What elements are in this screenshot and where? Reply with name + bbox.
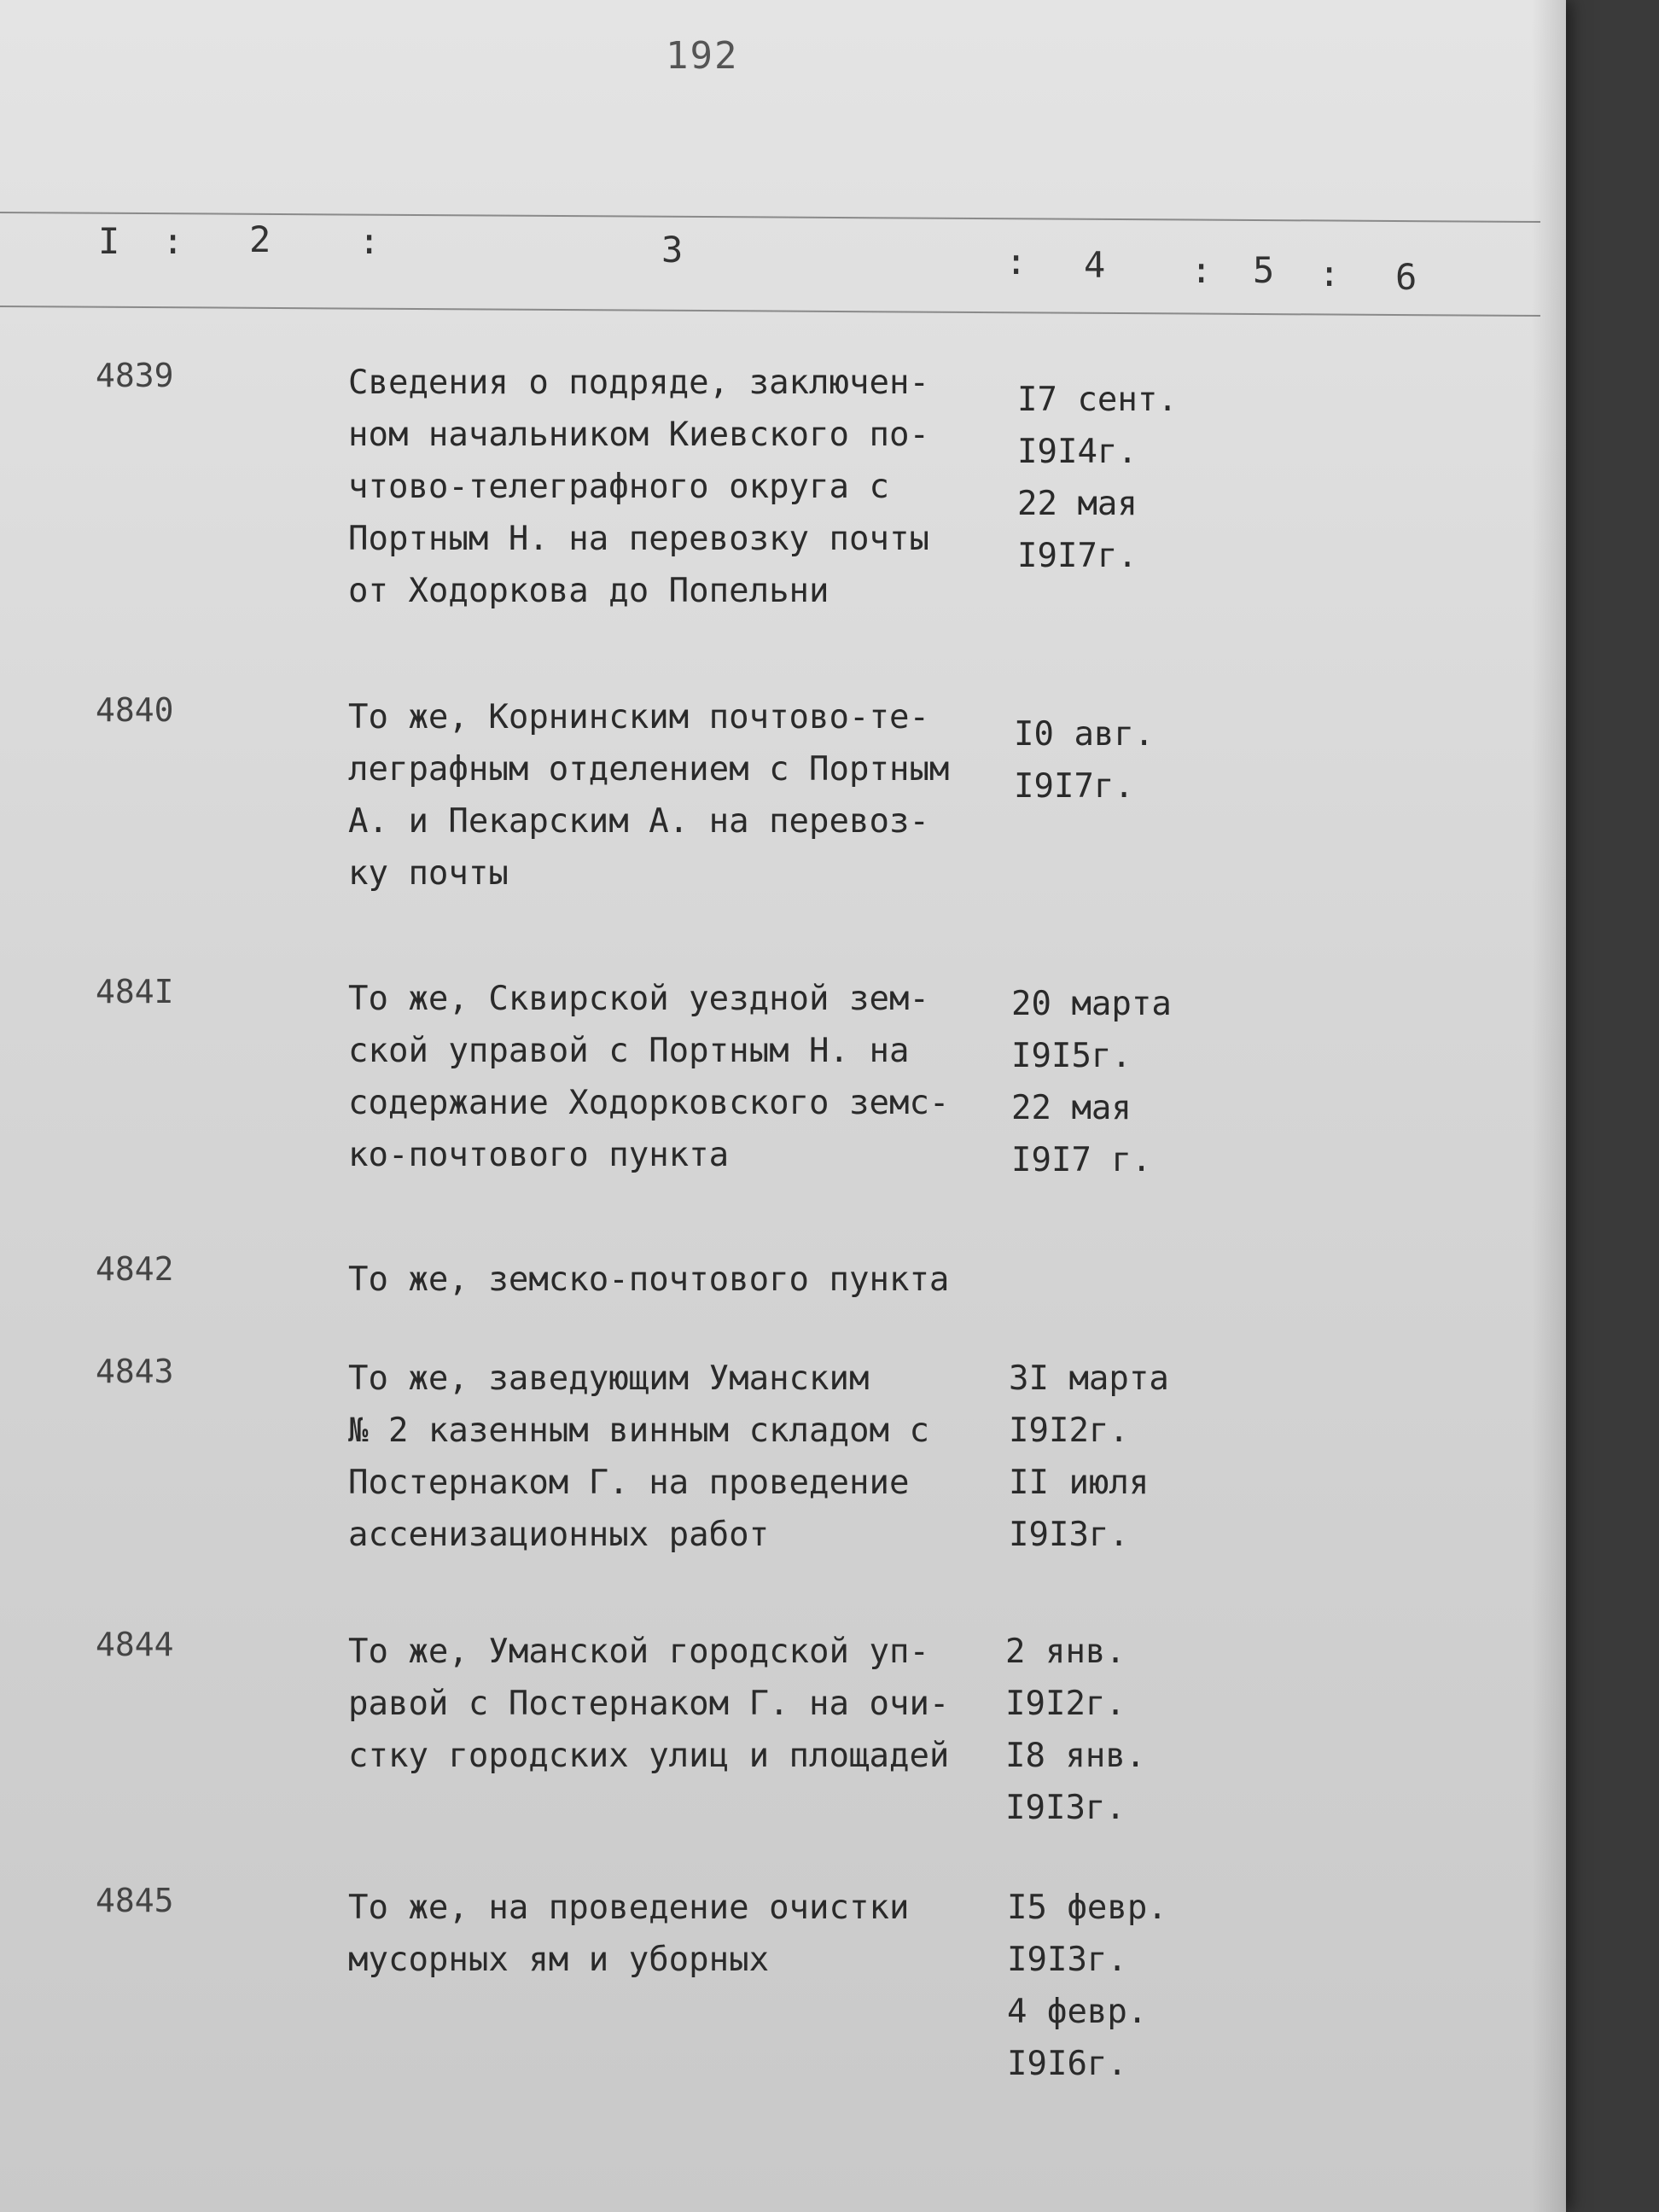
entry-dates [1014, 708, 1236, 812]
description-line: содержание Ходорковского земс- [348, 1084, 950, 1122]
entry-description [348, 1626, 997, 1782]
entry-number: 4843 [96, 1353, 174, 1390]
column-number-2: 2 [249, 218, 271, 260]
date-line: I9I5г. [1011, 1037, 1132, 1075]
description-line: ко-почтового пункта [348, 1136, 730, 1174]
column-separator-4: : [1190, 249, 1213, 291]
description-line: То же, Уманской городской уп- [348, 1633, 929, 1671]
description-line: То же, Сквирской уездной зем- [348, 980, 929, 1018]
description-line: А. и Пекарским А. на перевоз- [348, 802, 929, 841]
description-line: стку городских улиц и площадей [348, 1737, 950, 1775]
description-line: мусорных ям и уборных [348, 1941, 770, 1979]
column-separator-2: : [358, 220, 381, 262]
date-line: I9I2г. [1005, 1685, 1126, 1723]
date-line: I9I7г. [1014, 767, 1134, 806]
entry-dates [1005, 1626, 1227, 1834]
description-line: То же, Корнинским почтово-те- [348, 698, 929, 736]
description-line: леграфным отделением с Портным [348, 750, 950, 789]
description-line: равой с Постернаком Г. на очи- [348, 1685, 950, 1723]
column-number-6: 6 [1395, 256, 1417, 298]
entry-number: 4840 [96, 691, 174, 729]
entry-dates [1011, 978, 1233, 1186]
description-line: То же, заведующим Уманским [348, 1359, 870, 1398]
date-line: 22 мая [1011, 1089, 1132, 1127]
description-line: Постернаком Г. на проведение [348, 1464, 910, 1502]
date-line: I9I3г. [1005, 1789, 1126, 1827]
description-line: № 2 казенным винным складом с [348, 1412, 929, 1450]
entry-number: 484I [96, 973, 174, 1010]
description-line: ской управой с Портным Н. на [348, 1032, 910, 1070]
description-line: Портным Н. на перевозку почты [348, 520, 929, 558]
description-line: ассенизационных работ [348, 1516, 770, 1554]
page-number: 192 [666, 34, 739, 78]
column-number-3: 3 [661, 229, 684, 271]
date-line: I9I3г. [1007, 1941, 1127, 1979]
column-separator-1: : [162, 220, 184, 262]
entry-number: 4844 [96, 1626, 174, 1663]
date-line: II июля [1009, 1464, 1150, 1502]
date-line: I7 сент. [1017, 381, 1178, 419]
entry-description [348, 691, 997, 899]
entry-number: 4839 [96, 357, 174, 394]
column-separator-5: : [1318, 253, 1341, 294]
date-line: I0 авг. [1014, 715, 1155, 754]
description-line: ном начальником Киевского по- [348, 416, 929, 454]
description-line: То же, земско-почтового пункта [348, 1260, 950, 1299]
date-line: I9I7 г. [1011, 1141, 1152, 1179]
entry-dates [1009, 1353, 1231, 1561]
date-line: I8 янв. [1005, 1737, 1146, 1775]
column-separator-3: : [1005, 241, 1027, 282]
entry-description [348, 1882, 997, 1986]
description-line: Сведения о подряде, заключен- [348, 364, 929, 402]
date-line: 3I марта [1009, 1359, 1169, 1398]
date-line: 4 февр. [1007, 1993, 1148, 2031]
entry-description [348, 973, 997, 1181]
column-number-4: 4 [1084, 244, 1106, 286]
header-bottom-rule [0, 306, 1540, 317]
entry-description [348, 1353, 997, 1561]
entry-description [348, 357, 997, 617]
date-line: I9I3г. [1009, 1516, 1129, 1554]
entry-dates [1017, 374, 1239, 582]
date-line: I5 февр. [1007, 1889, 1167, 1927]
entry-dates [1007, 1882, 1229, 2090]
entry-number: 4842 [96, 1250, 174, 1288]
date-line: 2 янв. [1005, 1633, 1126, 1671]
entry-number: 4845 [96, 1882, 174, 1919]
description-line: от Ходоркова до Попельни [348, 572, 830, 610]
description-line: чтово-телеграфного округа с [348, 468, 889, 506]
column-number-1: I [98, 220, 120, 262]
column-number-header [0, 220, 1540, 297]
description-line: То же, на проведение очистки [348, 1889, 910, 1927]
description-line: ку почты [348, 854, 509, 893]
date-line: I9I2г. [1009, 1412, 1129, 1450]
column-number-5: 5 [1253, 249, 1275, 291]
date-line: 20 марта [1011, 985, 1172, 1023]
date-line: I9I6г. [1007, 2045, 1127, 2083]
date-line: 22 мая [1017, 485, 1138, 523]
date-line: I9I7г. [1017, 537, 1138, 575]
date-line: I9I4г. [1017, 433, 1138, 471]
entry-description [348, 1254, 997, 1306]
